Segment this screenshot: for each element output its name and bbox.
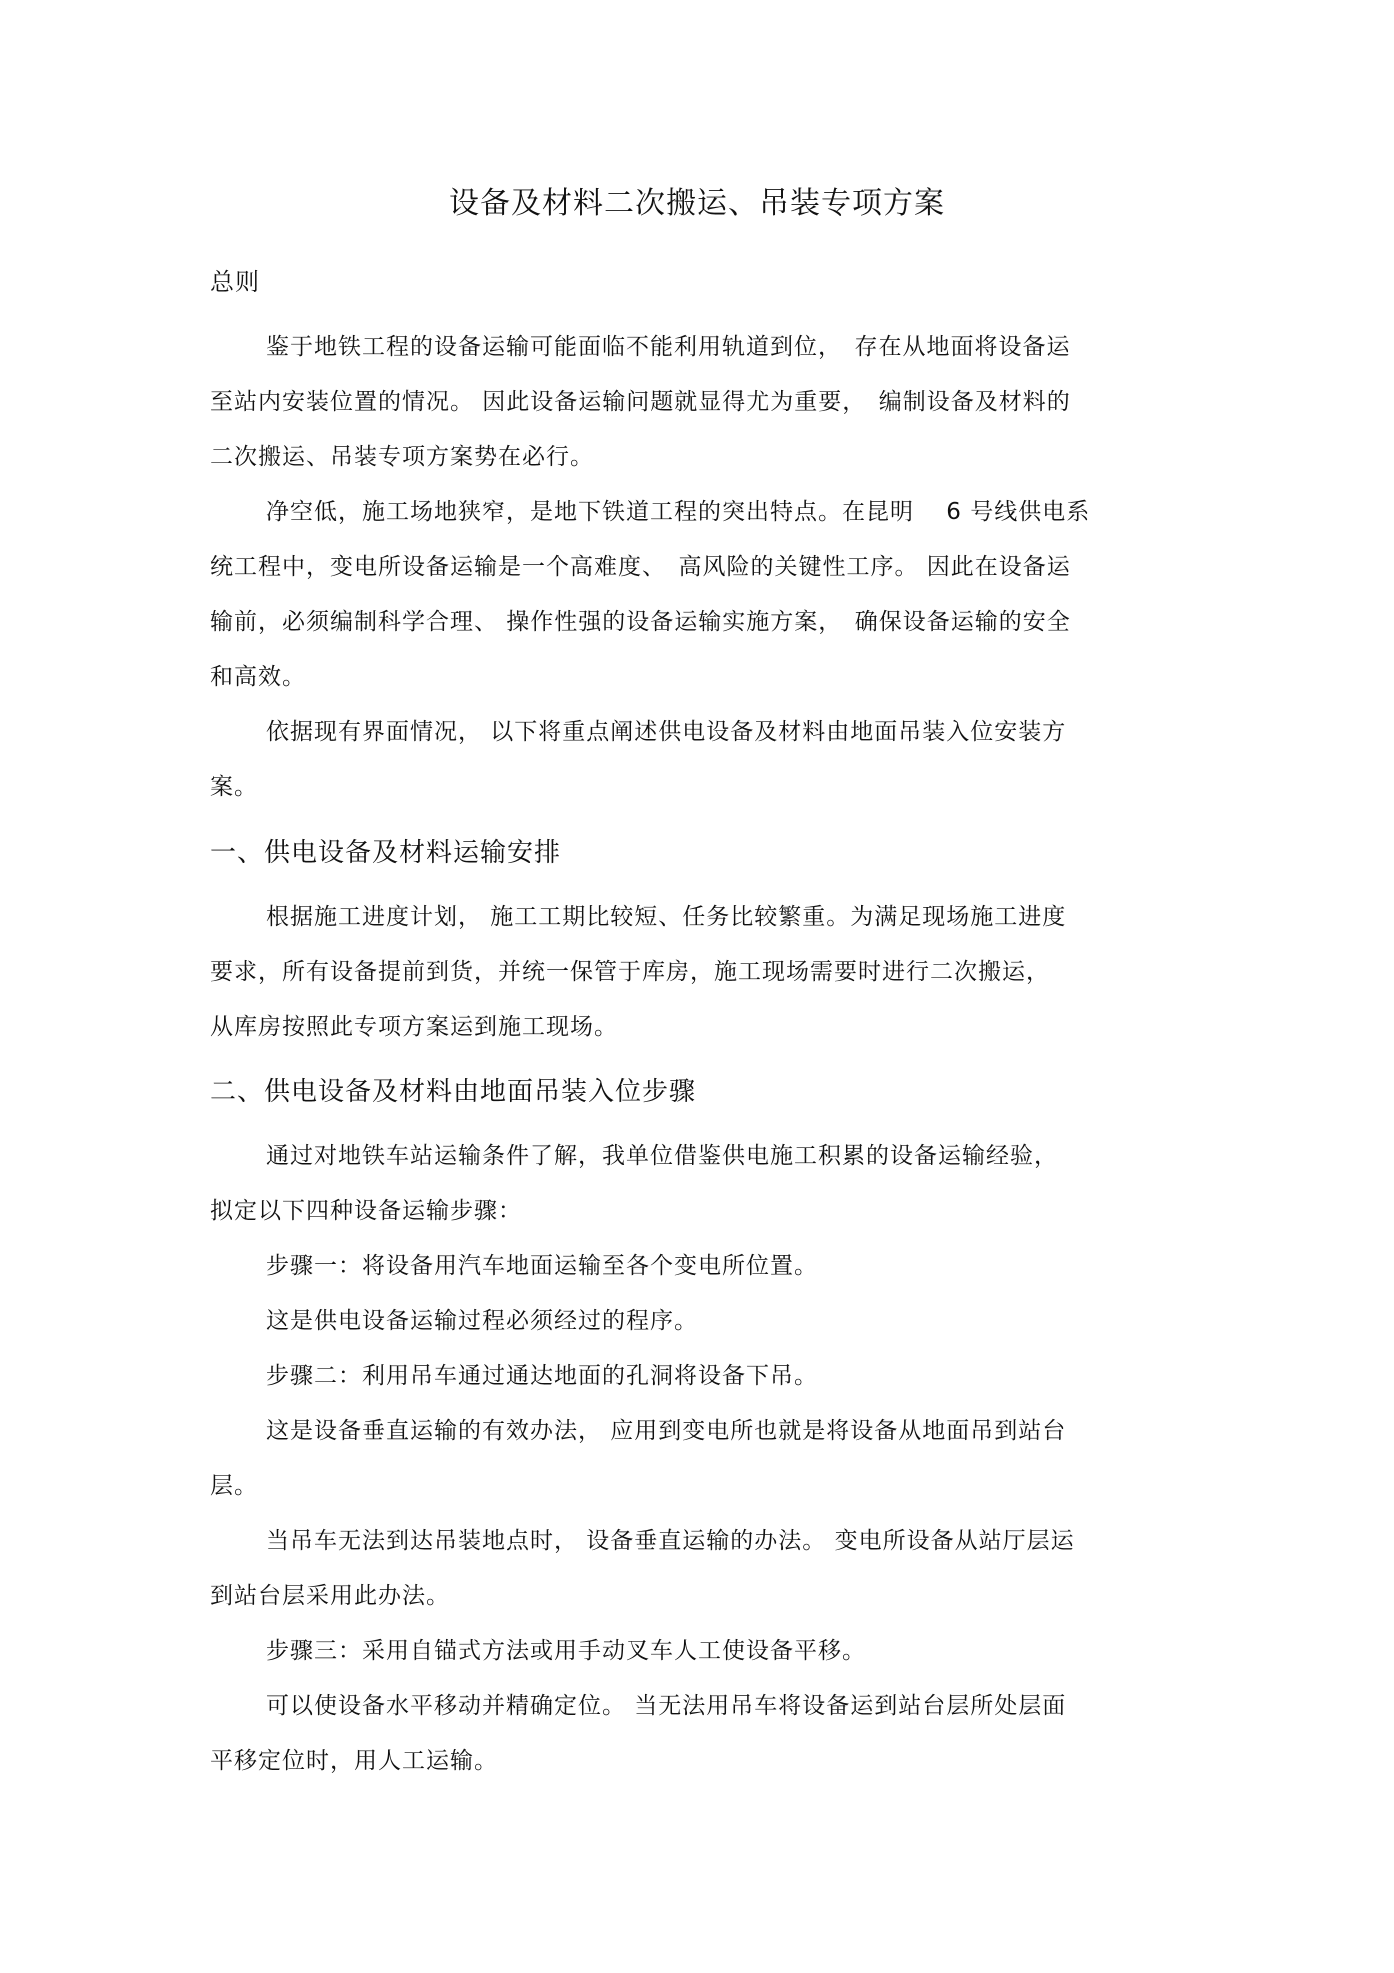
step-1: 步骤一：将设备用汽车地面运输至各个变电所位置。 bbox=[266, 1253, 818, 1279]
text-line: 和高效。 bbox=[210, 664, 306, 690]
text-line: 可以使设备水平移动并精确定位。 当无法用吊车将设备运到站台层所处层面 bbox=[266, 1693, 1067, 1719]
text-line: 案。 bbox=[210, 774, 258, 800]
text-line: 层。 bbox=[210, 1473, 258, 1499]
text-line: 依据现有界面情况， 以下将重点阐述供电设备及材料由地面吊装入位安装方 bbox=[266, 719, 1067, 745]
text-line: 当吊车无法到达吊装地点时， 设备垂直运输的办法。 变电所设备从站厅层运 bbox=[266, 1528, 1075, 1554]
page-title: 设备及材料二次搬运、吊装专项方案 bbox=[449, 186, 945, 221]
step-3: 步骤三：采用自锚式方法或用手动叉车人工使设备平移。 bbox=[266, 1638, 866, 1664]
text-line: 平移定位时，用人工运输。 bbox=[210, 1748, 498, 1774]
section-2-heading: 二、供电设备及材料由地面吊装入位步骤 bbox=[210, 1077, 697, 1107]
text-line: 到站台层采用此办法。 bbox=[210, 1583, 450, 1609]
section-1-heading: 一、供电设备及材料运输安排 bbox=[210, 838, 562, 868]
general-heading: 总则 bbox=[210, 268, 260, 296]
step-1-note: 这是供电设备运输过程必须经过的程序。 bbox=[266, 1308, 698, 1334]
step-2: 步骤二：利用吊车通过通达地面的孔洞将设备下吊。 bbox=[266, 1363, 818, 1389]
text-line: 统工程中，变电所设备运输是一个高难度、 高风险的关键性工序。 因此在设备运 bbox=[210, 554, 1071, 580]
text-line: 输前，必须编制科学合理、 操作性强的设备运输实施方案， 确保设备运输的安全 bbox=[210, 609, 1071, 635]
text-line: 拟定以下四种设备运输步骤： bbox=[210, 1198, 522, 1224]
text-line: 通过对地铁车站运输条件了解，我单位借鉴供电施工积累的设备运输经验， bbox=[266, 1143, 1058, 1169]
text-line: 净空低，施工场地狭窄，是地下铁道工程的突出特点。在昆明 6 号线供电系 bbox=[266, 499, 1091, 525]
text-line: 鉴于地铁工程的设备运输可能面临不能利用轨道到位， 存在从地面将设备运 bbox=[266, 334, 1071, 360]
text-line: 从库房按照此专项方案运到施工现场。 bbox=[210, 1014, 618, 1040]
text-line: 至站内安装位置的情况。 因此设备运输问题就显得尤为重要， 编制设备及材料的 bbox=[210, 389, 1071, 415]
text-line: 要求，所有设备提前到货，并统一保管于库房，施工现场需要时进行二次搬运， bbox=[210, 959, 1050, 985]
text-line: 这是设备垂直运输的有效办法， 应用到变电所也就是将设备从地面吊到站台 bbox=[266, 1418, 1067, 1444]
text-line: 二次搬运、吊装专项方案势在必行。 bbox=[210, 444, 594, 470]
text-line: 根据施工进度计划， 施工工期比较短、任务比较繁重。为满足现场施工进度 bbox=[266, 904, 1067, 930]
